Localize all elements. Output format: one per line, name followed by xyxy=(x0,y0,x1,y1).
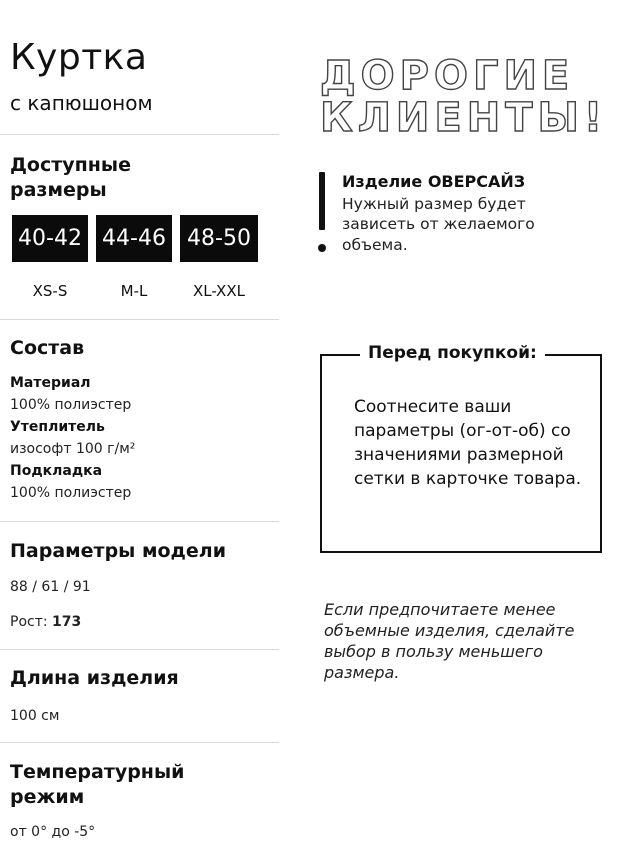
model-height xyxy=(10,614,81,631)
size-label-m-l: M-L xyxy=(120,282,148,300)
size-box-40-42 xyxy=(12,215,88,262)
divider xyxy=(0,319,279,320)
temperature-heading: Температурный режим xyxy=(10,761,185,808)
size-label-xl-xxl: XL-XXL xyxy=(193,282,245,300)
sizes-heading: Доступные размеры xyxy=(10,154,131,201)
before-purchase-title: Перед покупкой: xyxy=(360,343,545,363)
composition-label-lining: Подкладка xyxy=(10,463,103,479)
temperature-value: от 0° до -5° xyxy=(10,824,96,840)
clients-heading-line1: ДОРОГИЕ xyxy=(320,53,575,99)
oversize-body: Нужный размер будет зависеть от желаемого объема. xyxy=(342,195,535,254)
length-value: 100 см xyxy=(10,708,60,724)
size-label-xs-s: XS-S xyxy=(32,282,68,300)
size-box-48-50 xyxy=(180,215,258,262)
before-purchase-body: Соотнесите ваши параметры (ог-от-об) со значениями размерной сетки в карточке товара. xyxy=(354,397,582,490)
composition-label-insulation: Утеплитель xyxy=(10,419,105,435)
model-height-label: Рост: xyxy=(10,614,53,630)
divider xyxy=(0,649,279,650)
divider xyxy=(0,134,279,135)
size-range: 44-46 xyxy=(102,226,166,251)
product-title: Куртка xyxy=(10,37,148,78)
model-measurements: 88 / 61 / 91 xyxy=(10,579,91,595)
oversize-title: Изделие ОВЕРСАЙЗ xyxy=(342,172,526,191)
divider xyxy=(0,742,279,743)
exclamation-icon xyxy=(319,172,325,230)
composition-value-lining: 100% полиэстер xyxy=(10,485,132,501)
clients-heading-line2: КЛИЕНТЫ! xyxy=(320,95,608,141)
divider xyxy=(0,521,279,522)
size-range: 48-50 xyxy=(187,226,251,251)
composition-label-material: Материал xyxy=(10,375,91,391)
model-heading: Параметры модели xyxy=(10,540,227,562)
exclamation-dot-icon xyxy=(318,244,326,252)
composition-value-material: 100% полиэстер xyxy=(10,397,132,413)
length-heading: Длина изделия xyxy=(10,667,179,689)
sizing-tip: Если предпочитаете менее объемные изделия, сделайте выбор в пользу меньшего размера. xyxy=(324,600,575,683)
model-height-value: 173 xyxy=(52,614,82,630)
composition-heading: Состав xyxy=(10,337,85,359)
size-range: 40-42 xyxy=(18,226,82,251)
product-subtitle: с капюшоном xyxy=(10,91,153,115)
size-box-44-46 xyxy=(96,215,172,262)
composition-value-insulation: изософт 100 г/м² xyxy=(10,441,136,457)
